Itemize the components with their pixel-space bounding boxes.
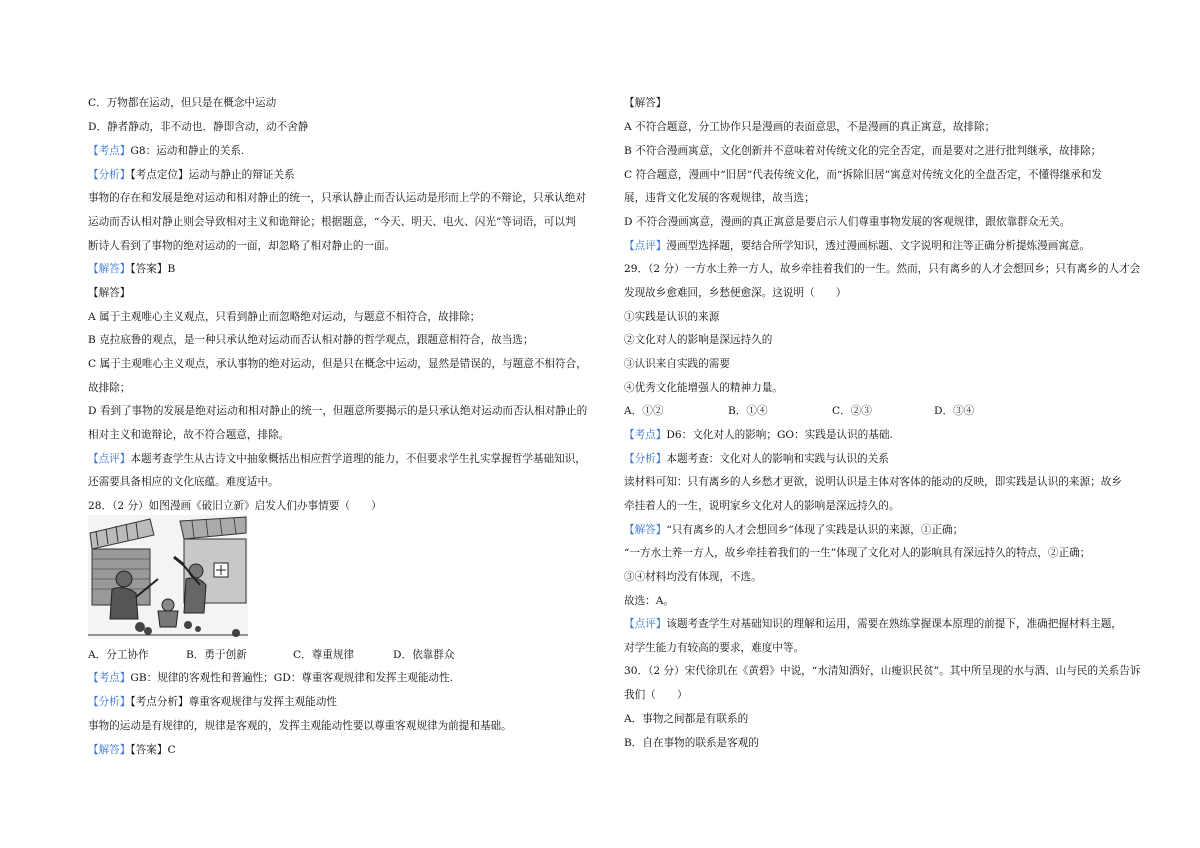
text-line: ③④材料均没有体现，不选。 xyxy=(624,571,762,583)
text-line: D．静者静动，非不动也．静即含动，动不舍静 xyxy=(88,121,309,133)
text-line: D 不符合漫画寓意，漫画的真正寓意是要启示人们尊重事物发展的客观规律，跟依靠群众无关。 xyxy=(624,216,1071,228)
dianping-tag: 【点评】 xyxy=(624,240,667,252)
jieda-tag: 【解答】 xyxy=(88,263,131,275)
jieda-line: 【解答】【答案】B xyxy=(88,263,176,275)
dianping-line: 【点评】本题考查学生从古诗文中抽象概括出相应哲学道理的能力，不但要求学生扎实掌握哲学基础知识， xyxy=(88,453,586,465)
text-line: 运动而否认相对静止则会导致相对主义和诡辩论；根据题意，“今天、明天、电火、闪光”等词语，可以判 xyxy=(88,216,576,228)
choice-item: ④优秀文化能增强人的精神力量。 xyxy=(624,382,783,394)
option-b: B．勇于创新 xyxy=(186,649,247,661)
kaodian-line: 【考点】GB：规律的客观性和普遍性；GD：尊重客观规律和发挥主观能动性. xyxy=(88,672,453,684)
text-line: 故选：A。 xyxy=(624,595,675,607)
fenxi-tag: 【分析】 xyxy=(624,453,667,465)
choice-item: ②文化对人的影响是深远持久的 xyxy=(624,334,773,346)
text-line: C 符合题意，漫画中“旧居”代表传统文化，而“拆除旧居”寓意对传统文化的全盘否定，不懂得继承和发 xyxy=(624,169,1103,181)
option-d: D．依靠群众 xyxy=(393,649,455,661)
text-line: 事物的运动是有规律的，规律是客观的，发挥主观能动性要以尊重客观规律为前提和基础。 xyxy=(88,720,512,732)
options-29 xyxy=(624,404,974,418)
option-a: A．事物之间都是有联系的 xyxy=(624,713,749,725)
kaodian-tag: 【考点】 xyxy=(88,672,131,684)
question-30: 30．（2 分）宋代徐玑在《黄碧》中说，“水清知酒好，山瘦识民贫”。其中所呈现的水与酒、山与民的关系告诉 xyxy=(624,665,1141,677)
text-line: A 不符合题意，分工协作只是漫画的表面意思，不是漫画的真正寓意，故排除； xyxy=(624,121,996,133)
option-a: A．分工协作 xyxy=(88,649,149,661)
text-line: D 看到了事物的发展是绝对运动和相对静止的统一，但题意所要揭示的是只承认绝对运动而否认相对静止的 xyxy=(88,405,588,417)
text-line: 还需要具备相应的文化底蕴。难度适中。 xyxy=(88,476,279,488)
question-28: 28．（2 分）如图漫画《破旧立新》启发人们办事情要（ ） xyxy=(88,500,382,512)
text-line: 【解答】 xyxy=(624,97,667,109)
text-line: “一方水土养一方人，故乡牵挂着我们的一生”体现了文化对人的影响具有深远持久的特点，②正确； xyxy=(624,547,1091,559)
text-line: 牵挂着人的一生，说明家乡文化对人的影响是深远持久的。 xyxy=(624,500,900,512)
jieda-tag: 【解答】 xyxy=(88,744,131,756)
option-c: C．尊重规律 xyxy=(293,649,355,661)
text-line: C．万物都在运动，但只是在概念中运动 xyxy=(88,97,277,109)
options-28 xyxy=(88,648,454,662)
fenxi-line: 【分析】【考点分析】尊重客观规律与发挥主观能动性 xyxy=(88,696,337,708)
option-a: A．①② xyxy=(624,405,664,417)
jieda-line: 【解答】“只有离乡的人才会想回乡”体现了实践是认识的来源，①正确； xyxy=(624,524,964,536)
text-line: 断诗人看到了事物的绝对运动的一面，却忽略了相对静止的一面。 xyxy=(88,240,396,252)
option-d: D．③④ xyxy=(934,405,975,417)
kaodian-tag: 【考点】 xyxy=(88,145,131,157)
text-line: 我们（ ） xyxy=(624,689,688,701)
fenxi-line: 【分析】本题考查：文化对人的影响和实践与认识的关系 xyxy=(624,453,889,465)
dianping-tag: 【点评】 xyxy=(624,618,667,630)
dianping-line: 【点评】漫画型选择题，要结合所学知识，透过漫画标题、文字说明和注等正确分析提炼漫画寓意。 xyxy=(624,240,1091,252)
kaodian-line: 【考点】D6：文化对人的影响；GO：实践是认识的基础. xyxy=(624,429,893,441)
comic-image xyxy=(88,515,248,639)
text-line: A 属于主观唯心主义观点，只看到静止而忽略绝对运动，与题意不相符合，故排除； xyxy=(88,311,481,323)
option-b: B．①④ xyxy=(728,405,768,417)
fenxi-line: 【分析】【考点定位】运动与静止的辩证关系 xyxy=(88,169,295,181)
dianping-line: 【点评】该题考查学生对基础知识的理解和运用，需要在熟练掌握课本原理的前提下，准确把握材料主题， xyxy=(624,618,1122,630)
text-line: 【解答】 xyxy=(88,287,131,299)
option-c: C．②③ xyxy=(832,405,872,417)
fenxi-tag: 【分析】 xyxy=(88,696,131,708)
fenxi-tag: 【分析】 xyxy=(88,169,131,181)
comic-illustration xyxy=(88,515,248,639)
text-line: C 属于主观唯心主义观点，承认事物的绝对运动，但是只在概念中运动，显然是错误的，与题意不相符合， xyxy=(88,358,587,370)
kaodian-line: 【考点】G8：运动和静止的关系. xyxy=(88,145,245,157)
text-line: 发现故乡愈难回，乡愁便愈深。这说明（ ） xyxy=(624,287,847,299)
text-line: 故排除； xyxy=(88,382,131,394)
choice-item: ①实践是认识的来源 xyxy=(624,311,720,323)
text-line: 展，违背文化发展的客观规律，故当选； xyxy=(624,192,815,204)
jieda-tag: 【解答】 xyxy=(624,524,667,536)
jieda-line: 【解答】【答案】C xyxy=(88,744,176,756)
text-line: 对学生能力有较高的要求，难度中等。 xyxy=(624,642,805,654)
kaodian-tag: 【考点】 xyxy=(624,429,667,441)
question-29: 29．（2 分）一方水土养一方人，故乡牵挂着我们的一生。然而，只有离乡的人才会想回乡；只有离乡的人才会 xyxy=(624,263,1141,275)
dianping-tag: 【点评】 xyxy=(88,453,131,465)
text-line: B 不符合漫画寓意，文化创新并不意味着对传统文化的完全否定，而是要对之进行批判继承，故排除； xyxy=(624,145,1102,157)
text-line: B 克拉底鲁的观点，是一种只承认绝对运动而否认相对静的哲学观点，跟题意相符合，故当选； xyxy=(88,334,534,346)
text-line: 相对主义和诡辩论，故不符合题意，排除。 xyxy=(88,429,290,441)
text-line: 事物的存在和发展是绝对运动和相对静止的统一，只承认静止而否认运动是形而上学的不辩论，只承认绝对 xyxy=(88,192,586,204)
text-line: 读材料可知：只有离乡的人乡愁才更欲，说明认识是主体对客体的能动的反映，即实践是认识的来源；故乡 xyxy=(624,476,1122,488)
option-b: B．自在事物的联系是客观的 xyxy=(624,737,759,749)
choice-item: ③认识来自实践的需要 xyxy=(624,358,730,370)
